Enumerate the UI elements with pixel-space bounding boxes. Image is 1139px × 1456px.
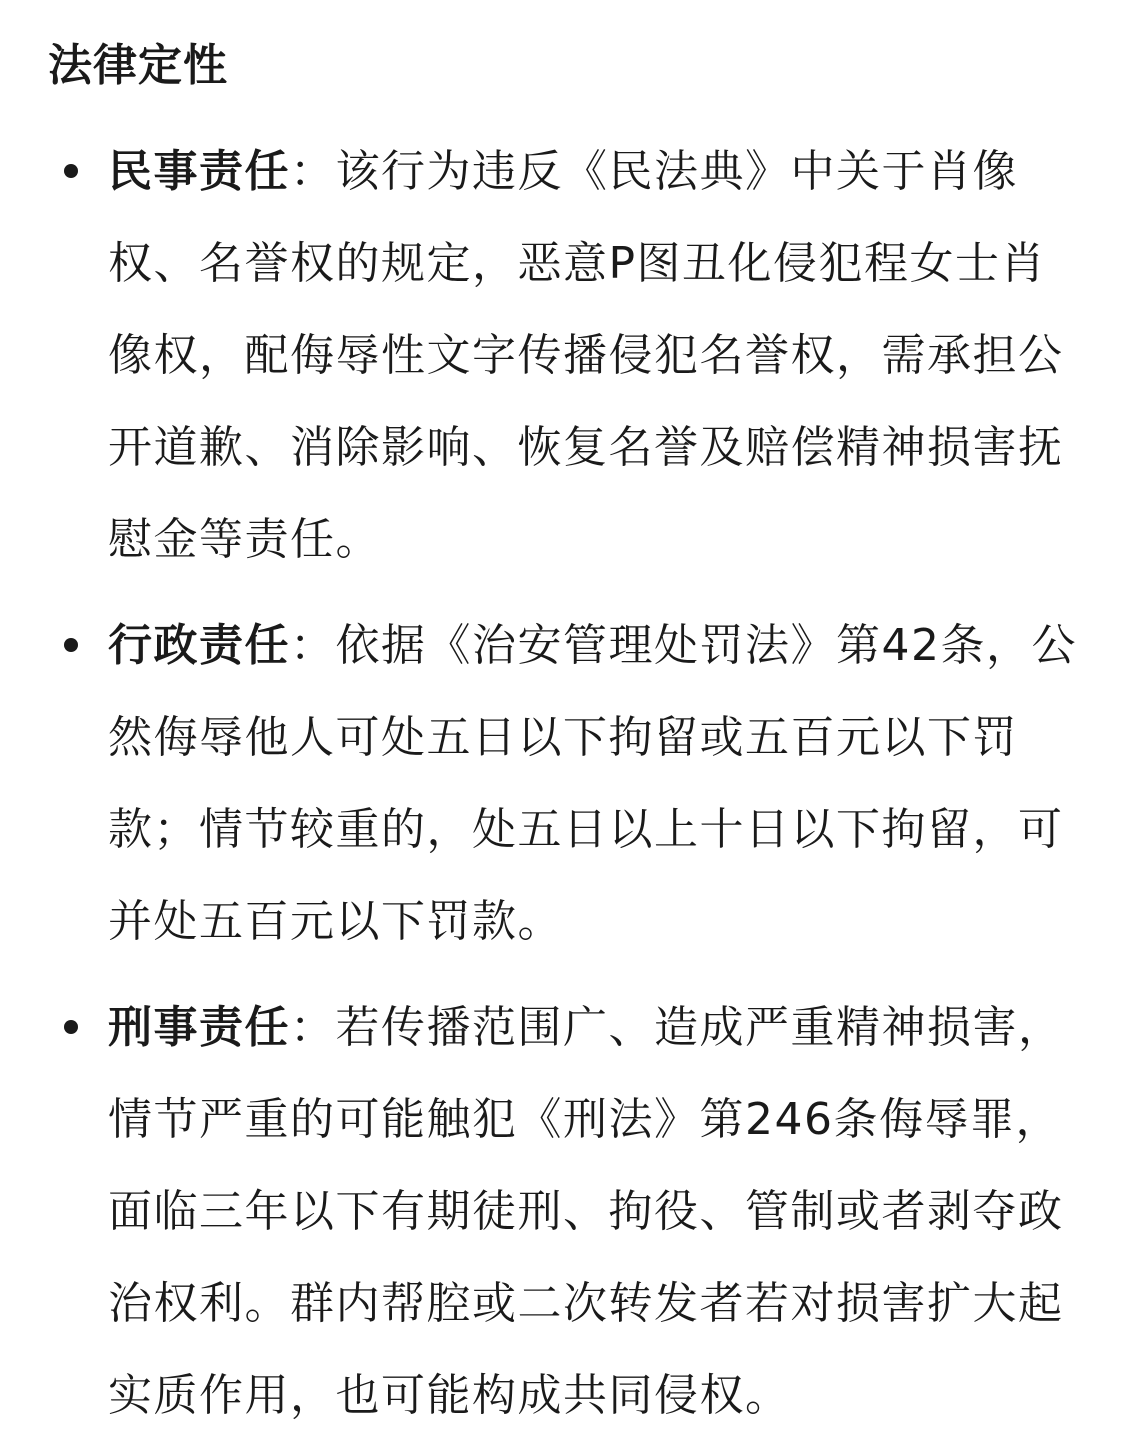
item-term: 刑事责任 xyxy=(108,1002,290,1053)
bullet-icon xyxy=(64,164,78,178)
document-body xyxy=(48,30,1088,1456)
list-item-administrative-liability xyxy=(48,600,1088,968)
item-term: 行政责任 xyxy=(108,620,290,671)
section-title: 法律定性 xyxy=(48,40,228,91)
item-text: 依据《治安管理处罚法》第42条，公然侮辱他人可处五日以下拘留或五百元以下罚款；情节较重的，处五日以上十日以下拘留，可并处五百元以下罚款。 xyxy=(108,620,1077,947)
item-text: 若传播范围广、造成严重精神损害，情节严重的可能触犯《刑法》第246条侮辱罪，面临三年以下有期徒刑、拘役、管制或者剥夺政治权利。群内帮腔或二次转发者若对损害扩大起实质作用，也可能构成共同侵权。 xyxy=(108,1002,1064,1421)
item-text: 该行为违反《民法典》中关于肖像权、名誉权的规定，恶意P图丑化侵犯程女士肖像权，配侮辱性文字传播侵犯名誉权，需承担公开道歉、消除影响、恢复名誉及赔偿精神损害抚慰金等责任。 xyxy=(108,146,1064,565)
item-term: 民事责任 xyxy=(108,146,290,197)
liability-list xyxy=(48,126,1088,1442)
item-separator: ： xyxy=(290,620,336,671)
item-separator: ： xyxy=(290,146,336,197)
bullet-icon xyxy=(64,1020,78,1034)
item-separator: ： xyxy=(290,1002,336,1053)
bullet-icon xyxy=(64,638,78,652)
list-item-civil-liability xyxy=(48,126,1088,586)
list-item-criminal-liability xyxy=(48,982,1088,1442)
